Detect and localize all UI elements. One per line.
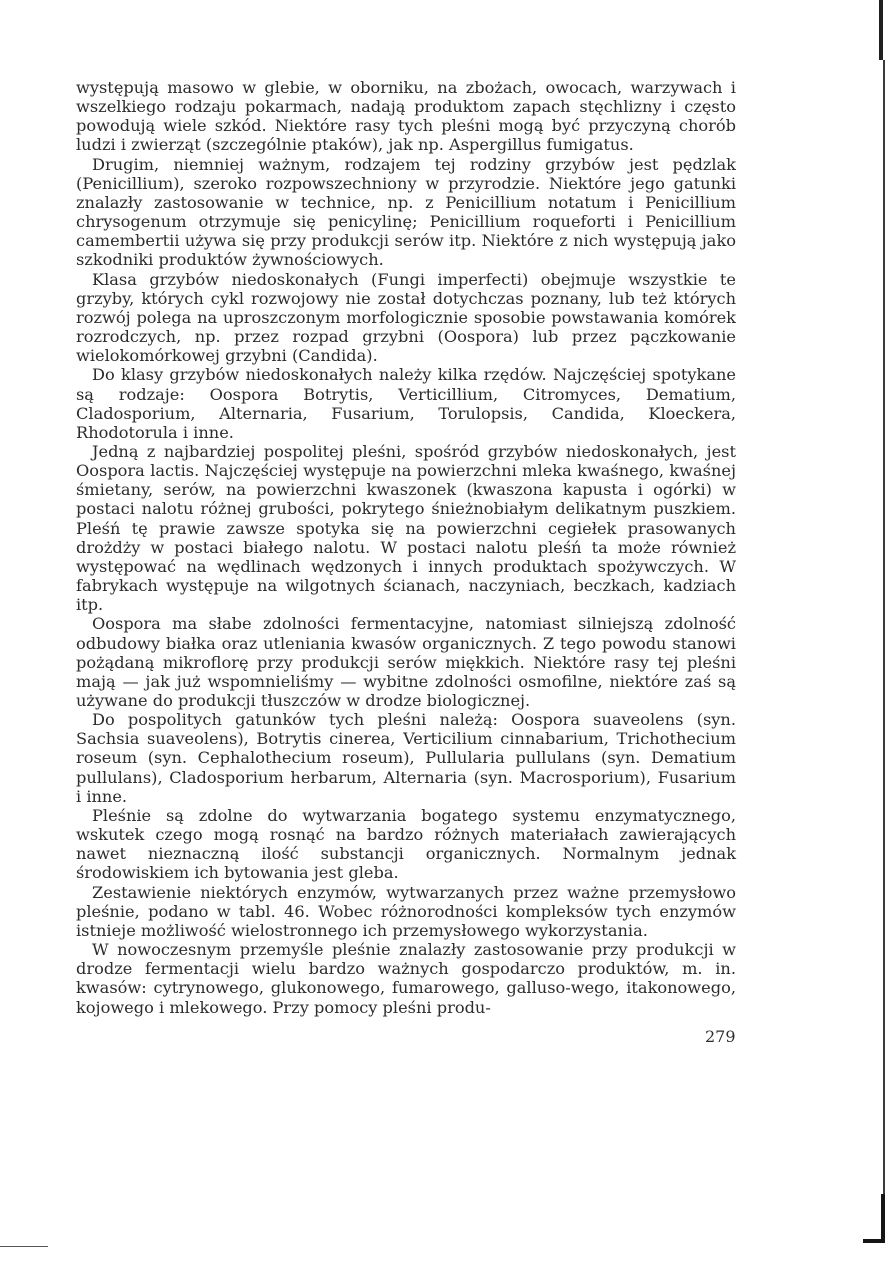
paragraph: Oospora ma słabe zdolności fermentacyjne, natomiast silniejszą zdolność odbudowy białka oraz utleniania kwasów organicznych. Z tego powodu stanowi pożądaną mikroflorę przy produkcji serów miękkich. Niektóre rasy tej pleśni mają — jak już wspomnieliśmy — wybitne zdolności osmofilne, niektóre zaś są używane do produkcji tłuszczów w drodze biologicznej. [76, 614, 736, 710]
paragraph: Do klasy grzybów niedoskonałych należy kilka rzędów. Najczęściej spotykane są rodzaje: Oospora Botrytis, Verticillium, Citromyces, Dematium, Cladosporium, Alternaria, Fusarium, Torulopsis, Candida, Kloeckera, Rhodotorula i inne. [76, 365, 736, 442]
scan-edge-top [879, 0, 883, 60]
scan-corner-mark [863, 1194, 885, 1243]
paragraph: W nowoczesnym przemyśle pleśnie znalazły zastosowanie przy produkcji w drodze fermentacji wielu bardzo ważnych gospodarczo produktów, m. in. kwasów: cytrynowego, glukonowego, fumarowego, galluso-wego, itakonowego, kojowego i mlekowego. Przy pomocy pleśni produ- [76, 940, 736, 1017]
page-number: 279 [705, 1027, 736, 1046]
scan-edge-right [883, 60, 885, 1200]
page-body [76, 78, 736, 1017]
paragraph: Drugim, niemniej ważnym, rodzajem tej rodziny grzybów jest pędzlak (Penicillium), szeroko rozpowszechniony w przyrodzie. Niektóre jego gatunki znalazły zastosowanie w technice, np. z Penicillium notatum i Penicillium chrysogenum otrzymuje się penicylinę; Penicillium roqueforti i Penicillium camembertii używa się przy produkcji serów itp. Niektóre z nich występują jako szkodniki produktów żywnościowych. [76, 154, 736, 270]
paragraph: Klasa grzybów niedoskonałych (Fungi imperfecti) obejmuje wszystkie te grzyby, których cykl rozwojowy nie został dotychczas poznany, lub też których rozwój polega na uproszczonym morfologicznie sposobie powstawania komórek rozrodczych, np. przez rozpad grzybni (Oospora) lub przez pączkowanie wielokomórkowej grzybni (Candida). [76, 269, 736, 366]
paragraph: występują masowo w glebie, w oborniku, na zbożach, owocach, warzywach i wszelkiego rodzaju pokarmach, nadają produktom zapach stęchlizny i często powodują wiele szkód. Niektóre rasy tych pleśni mogą być przyczyną chorób ludzi i zwierząt (szczególnie ptaków), jak np. Aspergillus fumigatus. [76, 78, 736, 155]
scan-foot-line [0, 1246, 48, 1247]
paragraph: Jedną z najbardziej pospolitej pleśni, spośród grzybów niedoskonałych, jest Oospora lactis. Najczęściej występuje na powierzchni mleka kwaśnego, kwaśnej śmietany, serów, na powierzchni kwaszonek (kwaszona kapusta i ogórki) w postaci nalotu różnej grubości, pokrytego śnieżnobiałym delikatnym puszkiem. Pleśń tę prawie zawsze spotyka się na powierzchni cegiełek prasowanych drożdży w postaci białego nalotu. W postaci nalotu pleśń ta może również występować na wędlinach wędzonych i innych produktach spożywczych. W fabrykach występuje na wilgotnych ścianach, naczyniach, beczkach, kadziach itp. [76, 441, 736, 615]
paragraph: Zestawienie niektórych enzymów, wytwarzanych przez ważne przemysłowo pleśnie, podano w tabl. 46. Wobec różnorodności kompleksów tych enzymów istnieje możliwość wielostronnego ich przemysłowego wykorzystania. [76, 882, 736, 940]
paragraph: Do pospolitych gatunków tych pleśni należą: Oospora suaveolens (syn. Sachsia suaveolens), Botrytis cinerea, Verticilium cinnabarium, Trichothecium roseum (syn. Cephalothecium roseum), Pullularia pullulans (syn. Dematium pullulans), Cladosporium herbarum, Alternaria (syn. Macrosporium), Fusarium i inne. [76, 710, 736, 806]
paragraph: Pleśnie są zdolne do wytwarzania bogatego systemu enzymatycznego, wskutek czego mogą rosnąć na bardzo różnych materiałach zawierających nawet nieznaczną ilość substancji organicznych. Normalnym jednak środowiskiem ich bytowania jest gleba. [76, 805, 736, 883]
